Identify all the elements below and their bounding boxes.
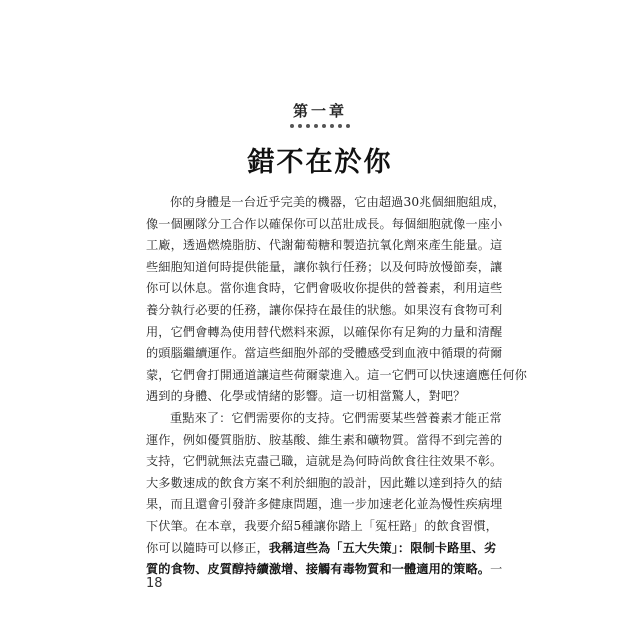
chapter-divider-dots xyxy=(0,124,640,128)
divider-dot xyxy=(338,124,342,128)
text-segment: 一 xyxy=(490,562,503,577)
divider-dot xyxy=(306,124,310,128)
chapter-label: 第一章 xyxy=(292,102,347,120)
divider-dot xyxy=(314,124,318,128)
divider-dot xyxy=(346,124,350,128)
text-line xyxy=(146,538,497,560)
divider-dot xyxy=(290,124,294,128)
chapter-title: 錯不在於你 xyxy=(247,147,393,178)
text-line: 大多數速成的飲食方案不利於細胞的設計，因此難以達到持久的結 xyxy=(146,475,503,490)
text-line xyxy=(146,559,503,581)
text-line: 你的身體是一台近乎完美的機器，它由超過30兆個細胞組成， xyxy=(170,195,506,209)
text-segment: 你可以隨時可以修正， xyxy=(146,540,269,555)
divider-dot xyxy=(322,124,326,128)
text-line: 像一個團隊分工合作以確保你可以茁壯成長。每個細胞就像一座小 xyxy=(146,216,503,231)
text-line: 些細胞知道何時提供能量，讓你執行任務；以及何時放慢節奏，讓 xyxy=(146,259,503,274)
text-line: 用，它們會轉為使用替代燃料來源，以確保你有足夠的力量和清醒 xyxy=(146,324,503,339)
text-line: 工廠，透過燃燒脂肪、代謝葡萄糖和製造抗氧化劑來產生能量。這 xyxy=(146,238,503,253)
text-line: 運作，例如優質脂肪、胺基酸、維生素和礦物質。當得不到完善的 xyxy=(146,432,503,447)
emphasized-text: 我稱這些為「五大失策」：限制卡路里、劣 xyxy=(268,540,497,555)
text-line: 蒙，它們會打開通道讓這些荷爾蒙進入。這一它們可以快速適應任何你 xyxy=(146,367,527,382)
divider-dot xyxy=(298,124,302,128)
text-line: 遇到的身體、化學或情緒的影響。這一切相當驚人，對吧？ xyxy=(146,389,466,404)
text-line: 重點來了：它們需要你的支持。它們需要某些營養素才能正常 xyxy=(170,410,502,425)
text-line: 支持，它們就無法克盡己職，這就是為何時尚飲食往往效果不彰。 xyxy=(146,454,503,469)
text-line: 下伏筆。在本章，我要介紹5種讓你踏上「冤枉路」的飲食習慣， xyxy=(146,518,498,533)
text-line: 你可以休息。當你進食時，它們會吸收你提供的營養素，利用這些 xyxy=(146,281,503,296)
text-line: 的頭腦繼續運作。當這些細胞外部的受體感受到血液中循環的荷爾 xyxy=(146,346,503,361)
emphasized-text: 質的食物、皮質醇持續激增、接觸有毒物質和一體適用的策略。 xyxy=(146,562,491,577)
divider-dot xyxy=(330,124,334,128)
page-number: 18 xyxy=(146,576,163,591)
body-text xyxy=(146,192,527,581)
text-line: 養分執行必要的任務，讓你保持在最佳的狀態。如果沒有食物可利 xyxy=(146,302,503,317)
text-line: 果，而且還會引發許多健康問題，進一步加速老化並為慢性疾病埋 xyxy=(146,497,503,512)
